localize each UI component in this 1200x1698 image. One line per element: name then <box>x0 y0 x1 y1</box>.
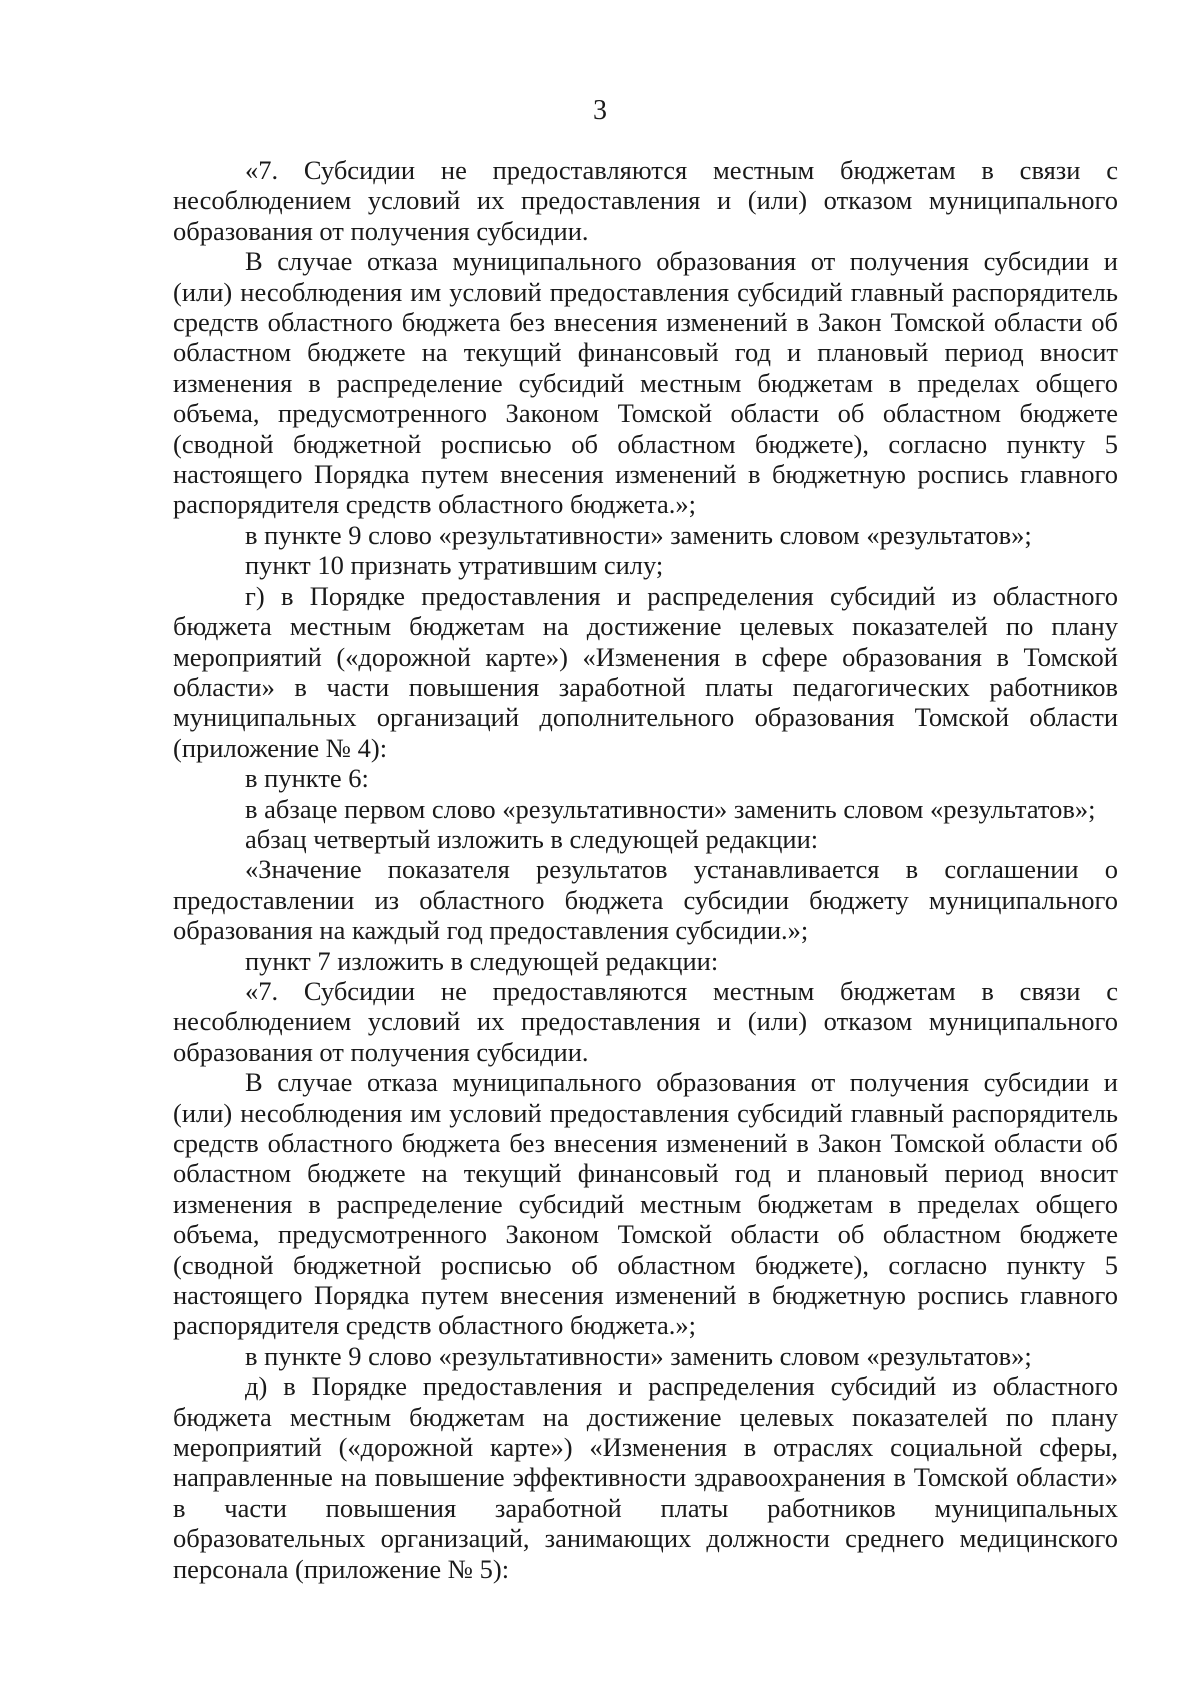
paragraph-point-10: пункт 10 признать утратившим силу; <box>245 550 664 581</box>
paragraph-point-6: в пункте 6: <box>245 763 369 794</box>
paragraph-7-subsidies: «7. Субсидии не предоставляются местным бюджетам в связи с несоблюдением условий их предоставления и (или) отказом муниципального образования от получения субсидии. <box>173 155 1118 246</box>
paragraph-7-subsidies-repeat: «7. Субсидии не предоставляются местным бюджетам в связи с несоблюдением условий их предоставления и (или) отказом муниципального образования от получения субсидии. <box>173 975 1118 1067</box>
paragraph-refusal-case: В случае отказа муниципального образования от получения субсидии и (или) несоблюдения им условий предоставления субсидий главный распорядитель средств областного бюджета без внесения изменений в Закон Томской области об областном бюджете на текущий финансовый год и плановый период вносит изменения в распределение субсидий местным бюджетам в пределах общего объема, предусмотренного Законом Томской области об областном бюджете (сводной бюджетной росписью об областном бюджете), согласно пункту 5 настоящего Порядка путем внесения изменений в бюджетную роспись главного распорядителя средств областного бюджета.»; <box>173 246 1118 520</box>
document-body <box>173 155 1118 1584</box>
paragraph-first-abzac: в абзаце первом слово «результативности» заменить словом «результатов»; <box>245 793 1096 824</box>
page-number: 3 <box>593 95 607 126</box>
paragraph-point-9: в пункте 9 слово «результативности» заменить словом «результатов»; <box>245 519 1032 550</box>
paragraph-point-9-repeat: в пункте 9 слово «результативности» заменить словом «результатов»; <box>245 1340 1032 1371</box>
paragraph-fourth-abzac: абзац четвертый изложить в следующей редакции: <box>245 823 819 854</box>
paragraph-refusal-case-repeat: В случае отказа муниципального образования от получения субсидии и (или) несоблюдения им условий предоставления субсидий главный распорядитель средств областного бюджета без внесения изменений в Закон Томской области об областном бюджете на текущий финансовый год и плановый период вносит изменения в распределение субсидий местным бюджетам в пределах общего объема, предусмотренного Законом Томской области об областном бюджете (сводной бюджетной росписью об областном бюджете), согласно пункту 5 настоящего Порядка путем внесения изменений в бюджетную роспись главного распорядителя средств областного бюджета.»; <box>173 1067 1118 1341</box>
paragraph-indicator-value: «Значение показателя результатов устанавливается в соглашении о предоставлении из областного бюджета субсидии бюджету муниципального образования на каждый год предоставления субсидии.»; <box>173 854 1118 946</box>
paragraph-point-7: пункт 7 изложить в следующей редакции: <box>245 945 719 976</box>
paragraph-item-g: г) в Порядке предоставления и распределения субсидий из областного бюджета местным бюджетам на достижение целевых показателей по плану мероприятий («дорожной карте») «Изменения в сфере образования в Томской области» в части повышения заработной платы педагогических работников муниципальных организаций дополнительного образования Томской области (приложение № 4): <box>173 580 1118 763</box>
paragraph-item-d: д) в Порядке предоставления и распределения субсидий из областного бюджета местным бюджетам на достижение целевых показателей по плану мероприятий («дорожной карте») «Изменения в отраслях социальной сферы, направленные на повышение эффективности здравоохранения в Томской области» в части повышения заработной платы работников муниципальных образовательных организаций, занимающих должности среднего медицинского персонала (приложение № 5): <box>173 1371 1118 1584</box>
